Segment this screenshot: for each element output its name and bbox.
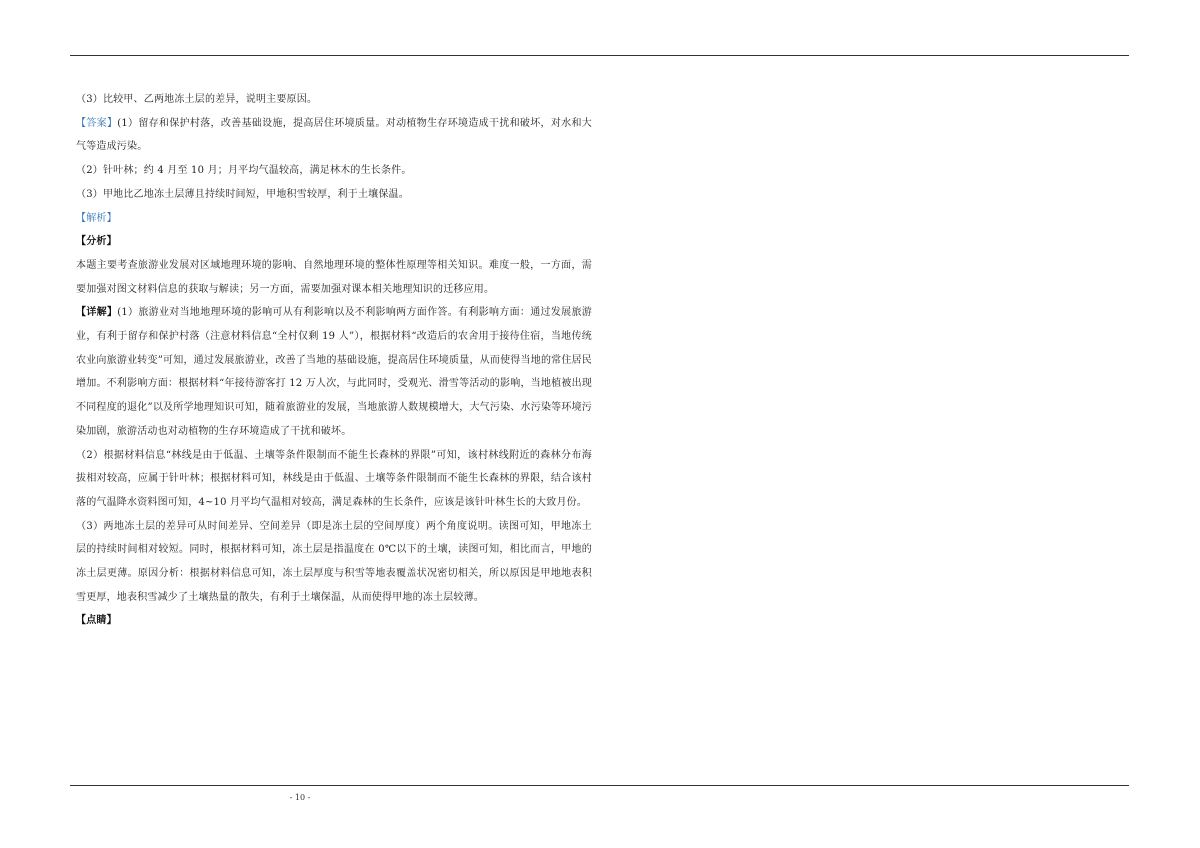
answer-line-3: （3）甲地比乙地冻土层薄且持续时间短，甲地积雪较厚，利于土壤保温。 [76, 188, 409, 200]
detail-part-3: （3）两地冻土层的差异可从时间差异、空间差异（即是冻土层的空间厚度）两个角度说明。读图可知，甲地冻土层的持续时间相对较短。同时，根据材料可知，冻土层是指温度在 0℃以下的土壤，读图可知，相比而言，甲地的冻土层更薄。原因分析：根据材料信息可知，冻土层厚度与积雪等地表覆盖状况密切相关，所以原因是甲地地表积雪更厚，地表积雪减少了土壤热量的散失，有利于土壤保温，从而使得甲地的冻土层较薄。 [76, 520, 592, 603]
detail-part-2: （2）根据材料信息“林线是由于低温、土壤等条件限制而不能生长森林的界限”可知，该村林线附近的森林分布海拔相对较高，应属于针叶林；根据材料可知，林线是由于低温、土壤等条件限制而不能生长森林的界限，结合该村落的气温降水资料图可知，4~10 月平均气温相对较高，满足森林的生长条件，应该是该针叶林生长的大致月份。 [76, 449, 592, 508]
footer-rule [70, 785, 1129, 786]
header-rule [70, 55, 1129, 56]
comment-tag: 【点睛】 [76, 615, 117, 627]
answer-tag: 【答案】 [76, 117, 118, 129]
detail-tag: 【详解】 [76, 307, 118, 319]
detail-part-1 [76, 301, 592, 443]
detail-part-1-text: (1）旅游业对当地地理环境的影响可从有利影响以及不利影响两方面作答。有利影响方面：通过发展旅游业，有利于留存和保护村落（注意材料信息“全村仅剩 19 人”），根据材料“改造后的农舍用于接待住宿，当地传统农业向旅游业转变”可知，通过发展旅游业，改善了当地的基础设施，提高居住环境质量，从而使得当地的常住居民增加。不利影响方面：根据材料“年接待游客打 12 万人次，与此同时，受观光、滑雪等活动的影响，当地植被出现不同程度的退化”以及所学地理知识可知，随着旅游业的发展，当地旅游人数规模增大，大气污染、水污染等环境污染加剧，旅游活动也对动植物的生存环境造成了干扰和破坏。 [76, 307, 592, 437]
question-3: （3）比较甲、乙两地冻土层的差异，说明主要原因。 [76, 94, 318, 105]
answer-part-1 [76, 112, 592, 159]
answer-line-1: (1）留存和保护村落，改善基础设施，提高居住环境质量。对动植物生存环境造成干扰和破坏，对水和大气等造成污染。 [76, 117, 592, 153]
page-number: - 10 - [289, 793, 311, 802]
document-body [76, 88, 592, 633]
analysis-text: 本题主要考查旅游业发展对区域地理环境的影响、自然地理环境的整体性原理等相关知识。难度一般，一方面，需要加强对图文材料信息的获取与解读；另一方面，需要加强对课本相关地理知识的迁移应用。 [76, 259, 592, 295]
analysis-header: 【分析】 [76, 236, 117, 248]
analysis-tag: 【解析】 [76, 212, 117, 224]
answer-line-2: （2）针叶林；约 4 月至 10 月；月平均气温较高，满足林木的生长条件。 [76, 165, 412, 177]
